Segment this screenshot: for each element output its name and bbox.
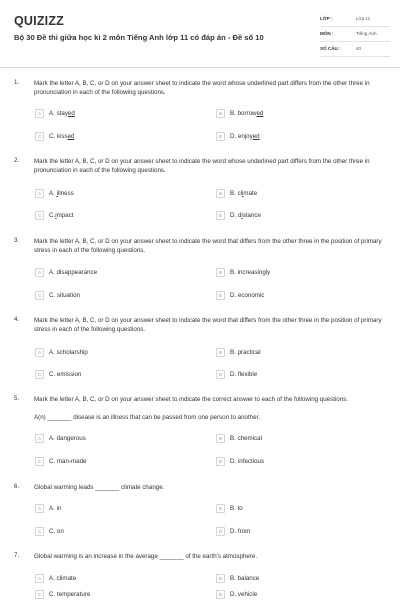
option-c[interactable] — [35, 525, 64, 537]
option-c[interactable] — [35, 289, 80, 301]
question-number: 2. — [14, 157, 20, 164]
worksheet-title: Bộ 30 Đề thi giữa học kì 2 môn Tiếng Anh lớp 11 có đáp án - Đề số 10 — [14, 33, 264, 42]
option-text: D. enjoyed — [230, 132, 260, 140]
option-letter-box: C — [35, 527, 44, 536]
option-letter-box: B — [216, 109, 225, 118]
option-text: C. situation — [49, 291, 80, 299]
question-number: 1. — [14, 79, 20, 86]
option-letter-box: A — [35, 348, 44, 357]
option-letter-box: C — [35, 370, 44, 379]
option-text: B. practical — [230, 348, 261, 356]
option-text: A. dangerous — [49, 434, 86, 442]
meta-value: Tiếng Anh — [356, 31, 377, 36]
option-text: A. illness — [49, 189, 74, 197]
option-text: A. stayed — [49, 109, 75, 117]
option-text: D. from — [230, 527, 251, 535]
meta-row-class — [320, 12, 390, 27]
option-a[interactable] — [35, 502, 61, 514]
option-text: C. on — [49, 527, 64, 535]
meta-value: 40 — [356, 46, 362, 51]
meta-label: MÔN : — [320, 31, 334, 36]
option-b[interactable] — [216, 432, 262, 444]
option-letter-box: C — [35, 590, 44, 599]
option-d[interactable] — [216, 525, 250, 537]
option-d[interactable] — [216, 209, 261, 221]
option-a[interactable] — [35, 572, 76, 584]
option-text: D. distance — [230, 211, 261, 219]
question-number: 5. — [14, 395, 20, 402]
option-text: B. balance — [230, 574, 260, 582]
option-text: D. flexible — [230, 370, 258, 378]
option-d[interactable] — [216, 130, 260, 142]
option-text: D. infectious — [230, 457, 265, 465]
option-d[interactable] — [216, 455, 264, 467]
option-letter-box: B — [216, 504, 225, 513]
option-text: B. chemical — [230, 434, 262, 442]
question-text: Global warming is an increase in the average _______ of the earth's atmosphere. — [34, 553, 258, 560]
question-text: Mark the letter A, B, C, or D on your answer sheet to indicate the word whose underlined part differs from the other three in pronunciation in each of the following questions. — [34, 80, 370, 96]
option-a[interactable] — [35, 107, 75, 119]
option-text: A. scholarship — [49, 348, 88, 356]
option-letter-box: B — [216, 574, 225, 583]
option-letter-box: D — [216, 457, 225, 466]
meta-label: LỚP : — [320, 16, 333, 21]
option-d[interactable] — [216, 289, 264, 301]
option-letter-box: C — [35, 132, 44, 141]
option-b[interactable] — [216, 502, 243, 514]
option-text: C. emission — [49, 370, 82, 378]
option-b[interactable] — [216, 266, 270, 278]
question-number: 3. — [14, 237, 20, 244]
question-text: Mark the letter A, B, C, or D on your answer sheet to indicate the word that differs from the other three in the position of primary stress in each of the following questions. — [34, 238, 382, 254]
question-number: 4. — [14, 316, 20, 323]
option-d[interactable] — [216, 368, 257, 380]
option-letter-box: C — [35, 457, 44, 466]
option-c[interactable] — [35, 368, 81, 380]
option-letter-box: D — [216, 291, 225, 300]
question-prompt: A(n) _______ disease is an illness that can be passed from one person to another. — [34, 414, 260, 421]
option-letter-box: C — [35, 211, 44, 220]
option-text: C. man-made — [49, 457, 87, 465]
option-a[interactable] — [35, 346, 88, 358]
option-text: C. temperature — [49, 590, 91, 598]
option-b[interactable] — [216, 572, 259, 584]
option-letter-box: D — [216, 590, 225, 599]
option-letter-box: D — [216, 370, 225, 379]
option-letter-box: A — [35, 434, 44, 443]
meta-row-subject — [320, 27, 390, 42]
option-text: B. borrowed — [230, 109, 264, 117]
question-text: Mark the letter A, B, C, or D on your answer sheet to indicate the correct answer to each of the following questions. — [34, 396, 349, 403]
option-letter-box: A — [35, 504, 44, 513]
option-text: A. climate — [49, 574, 77, 582]
option-letter-box: B — [216, 189, 225, 198]
option-letter-box: B — [216, 434, 225, 443]
question-number: 6. — [14, 483, 20, 490]
option-text: C. kissed — [49, 132, 75, 140]
option-text: A. disappearance — [49, 268, 98, 276]
option-letter-box: D — [216, 132, 225, 141]
option-letter-box: D — [216, 211, 225, 220]
question-text: Mark the letter A, B, C, or D on your answer sheet to indicate the word that differs from the other three in the position of primary stress in each of the following questions. — [34, 317, 382, 333]
question-text: Global warming leads _______ climate change. — [34, 484, 165, 491]
option-letter-box: A — [35, 109, 44, 118]
option-letter-box: B — [216, 348, 225, 357]
option-b[interactable] — [216, 107, 263, 119]
meta-value: Lớp 11 — [356, 16, 371, 21]
meta-label: SỐ CÂU : — [320, 46, 341, 51]
option-c[interactable] — [35, 130, 74, 142]
option-text: D. economic — [230, 291, 265, 299]
worksheet-header — [0, 0, 400, 68]
option-text: B. increasingly — [230, 268, 271, 276]
option-text: A. in — [49, 504, 62, 512]
option-c[interactable] — [35, 209, 73, 221]
quizizz-logo: QUIZIZZ — [14, 14, 65, 28]
option-letter-box: C — [35, 291, 44, 300]
option-letter-box: D — [216, 527, 225, 536]
option-a[interactable] — [35, 266, 97, 278]
option-letter-box: A — [35, 574, 44, 583]
option-b[interactable] — [216, 187, 257, 199]
option-a[interactable] — [35, 432, 86, 444]
option-text: B. climate — [230, 189, 258, 197]
option-b[interactable] — [216, 346, 261, 358]
option-c[interactable] — [35, 455, 86, 467]
option-a[interactable] — [35, 187, 74, 199]
option-c[interactable] — [35, 588, 90, 600]
option-text: B. to — [230, 504, 243, 512]
meta-row-count — [320, 42, 390, 57]
option-d[interactable] — [216, 588, 257, 600]
option-text: C.impact — [49, 211, 74, 219]
worksheet-meta — [320, 12, 390, 57]
question-text: Mark the letter A, B, C, or D on your answer sheet to indicate the word whose underlined part differs from the other three in pronunciation in each of the following questions. — [34, 158, 370, 174]
option-letter-box: B — [216, 268, 225, 277]
option-letter-box: A — [35, 189, 44, 198]
option-letter-box: A — [35, 268, 44, 277]
option-text: D. vehicle — [230, 590, 258, 598]
question-number: 7. — [14, 552, 20, 559]
